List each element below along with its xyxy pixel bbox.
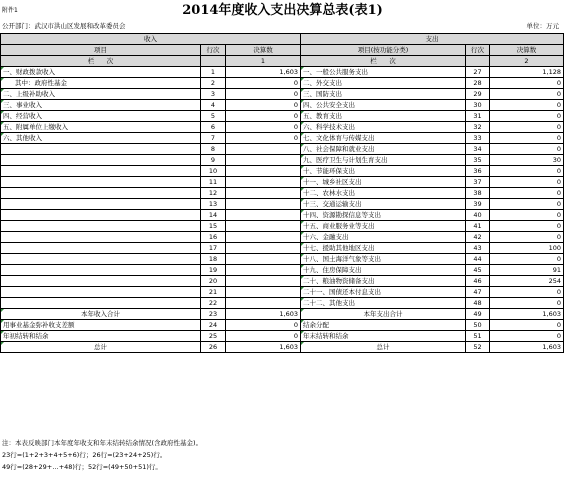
- income-row-no: 9: [201, 155, 226, 166]
- footnote-line: 23行=(1+2+3+4+5+6)行；26行=(23+24+25)行。: [2, 451, 167, 459]
- income-amount: [226, 210, 301, 221]
- income-item-label: [1, 276, 201, 287]
- income-item-label: [1, 265, 201, 276]
- income-row-no: 19: [201, 265, 226, 276]
- section-header-row: [1, 34, 564, 45]
- expense-total-label: 结余分配: [301, 320, 466, 331]
- attachment-label: 附件1: [2, 7, 18, 14]
- income-amount: [226, 166, 301, 177]
- expense-row-no: 38: [466, 188, 490, 199]
- col-index-1: 1: [226, 56, 301, 67]
- income-row-no: 1: [201, 67, 226, 78]
- expense-amount: 0: [490, 298, 564, 309]
- expense-item-label: 九、医疗卫生与计划生育支出: [301, 155, 466, 166]
- expense-amount: 0: [490, 188, 564, 199]
- col-index-empty: [466, 56, 490, 67]
- col-index-empty: [201, 56, 226, 67]
- expense-item-label: 二、外交支出: [301, 78, 466, 89]
- expense-row-no: 31: [466, 111, 490, 122]
- income-row-no: 10: [201, 166, 226, 177]
- income-row-no: 11: [201, 177, 226, 188]
- expense-row-no: 28: [466, 78, 490, 89]
- expense-amount: 0: [490, 254, 564, 265]
- expense-row-no: 36: [466, 166, 490, 177]
- amount-header: 决算数: [490, 45, 564, 56]
- table-row: [1, 144, 564, 155]
- expense-item-label: 十三、交通运输支出: [301, 199, 466, 210]
- expense-amount: 0: [490, 287, 564, 298]
- income-amount: [226, 177, 301, 188]
- amount-header: 决算数: [226, 45, 301, 56]
- income-item-label: [1, 243, 201, 254]
- expense-item-label: 十七、援助其他地区支出: [301, 243, 466, 254]
- expense-amount: 0: [490, 210, 564, 221]
- row-no-header: 行次: [466, 45, 490, 56]
- expense-row-no: 32: [466, 122, 490, 133]
- income-item-label: [1, 144, 201, 155]
- footnotes: [2, 437, 202, 473]
- expense-amount: 0: [490, 78, 564, 89]
- total-row: [1, 309, 564, 320]
- income-total-label: 用事业基金弥补收支差额: [1, 320, 201, 331]
- item-header: 项目: [1, 45, 201, 56]
- income-amount: [226, 298, 301, 309]
- expense-amount: 1,128: [490, 67, 564, 78]
- income-amount: 0: [226, 133, 301, 144]
- income-amount: 0: [226, 100, 301, 111]
- expense-amount: 30: [490, 155, 564, 166]
- expense-item-label: 七、文化体育与传媒支出: [301, 133, 466, 144]
- income-total-amount: 0: [226, 320, 301, 331]
- income-amount: [226, 254, 301, 265]
- income-item-label: 一、财政拨款收入: [1, 67, 201, 78]
- income-total-label: 总计: [1, 342, 201, 353]
- expense-total-label: 年末结转和结余: [301, 331, 466, 342]
- col-index-label: 栏 次: [301, 56, 466, 67]
- income-row-no: 18: [201, 254, 226, 265]
- expense-amount: 0: [490, 122, 564, 133]
- table-row: [1, 166, 564, 177]
- income-row-no: 8: [201, 144, 226, 155]
- table-row: [1, 78, 564, 89]
- expense-row-no: 43: [466, 243, 490, 254]
- income-item-label: 六、其他收入: [1, 133, 201, 144]
- income-amount: [226, 276, 301, 287]
- table-row: [1, 298, 564, 309]
- expense-row-no: 45: [466, 265, 490, 276]
- table-row: [1, 254, 564, 265]
- table-row: [1, 67, 564, 78]
- table-row: [1, 111, 564, 122]
- expense-amount: 0: [490, 144, 564, 155]
- column-index-row: [1, 56, 564, 67]
- footnote-line: 注：本表反映部门本年度年收支和年末结转结余情况(含政府性基金)。: [2, 439, 203, 447]
- table-row: [1, 122, 564, 133]
- department-label: 公开部门：武汉市洪山区发展和改革委员会: [2, 22, 126, 30]
- income-row-no: 16: [201, 232, 226, 243]
- income-item-label: [1, 199, 201, 210]
- table-row: [1, 199, 564, 210]
- table-row: [1, 243, 564, 254]
- income-item-label: 二、上级补助收入: [1, 89, 201, 100]
- income-item-label: [1, 287, 201, 298]
- expense-item-label: 十、节能环保支出: [301, 166, 466, 177]
- expense-row-no: 48: [466, 298, 490, 309]
- expense-total-label: 本年支出合计: [301, 309, 466, 320]
- table-row: [1, 133, 564, 144]
- expense-amount: 0: [490, 133, 564, 144]
- expense-row-no: 50: [466, 320, 490, 331]
- income-item-label: [1, 298, 201, 309]
- expense-row-no: 44: [466, 254, 490, 265]
- income-amount: [226, 287, 301, 298]
- footnote-line: 49行=(28+29+…+48)行；52行=(49+50+51)行。: [2, 463, 162, 471]
- expense-amount: 0: [490, 221, 564, 232]
- income-row-no: 13: [201, 199, 226, 210]
- table-row: [1, 276, 564, 287]
- report-title: 2014年度收入支出决算总表(表1): [182, 3, 383, 18]
- expense-amount: 0: [490, 199, 564, 210]
- income-amount: [226, 221, 301, 232]
- expense-row-no: 46: [466, 276, 490, 287]
- expense-row-no: 49: [466, 309, 490, 320]
- income-item-label: [1, 188, 201, 199]
- income-row-no: 20: [201, 276, 226, 287]
- income-total-label: 本年收入合计: [1, 309, 201, 320]
- income-amount: 1,603: [226, 67, 301, 78]
- income-row-no: 14: [201, 210, 226, 221]
- expense-row-no: 30: [466, 100, 490, 111]
- expense-row-no: 40: [466, 210, 490, 221]
- expense-item-label: 六、科学技术支出: [301, 122, 466, 133]
- income-row-no: 25: [201, 331, 226, 342]
- income-row-no: 2: [201, 78, 226, 89]
- table-row: [1, 155, 564, 166]
- expense-item-label: 二十二、其他支出: [301, 298, 466, 309]
- expense-item-label: 十四、资源勘探信息等支出: [301, 210, 466, 221]
- table-row: [1, 232, 564, 243]
- income-amount: [226, 232, 301, 243]
- income-item-label: 四、经营收入: [1, 111, 201, 122]
- income-item-label: [1, 210, 201, 221]
- income-row-no: 21: [201, 287, 226, 298]
- income-row-no: 12: [201, 188, 226, 199]
- income-item-label: [1, 221, 201, 232]
- income-total-amount: 0: [226, 331, 301, 342]
- income-row-no: 7: [201, 133, 226, 144]
- table-row: [1, 265, 564, 276]
- row-no-header: 行次: [201, 45, 226, 56]
- income-row-no: 6: [201, 122, 226, 133]
- column-header-row: [1, 45, 564, 56]
- expense-item-label: 二十、粮油物资储备支出: [301, 276, 466, 287]
- income-amount: [226, 199, 301, 210]
- expense-amount: 91: [490, 265, 564, 276]
- expense-item-label: 三、国防支出: [301, 89, 466, 100]
- table-row: [1, 210, 564, 221]
- col-index-label: 栏 次: [1, 56, 201, 67]
- income-amount: 0: [226, 89, 301, 100]
- income-amount: 0: [226, 111, 301, 122]
- expense-item-label: 十一、城乡社区支出: [301, 177, 466, 188]
- expense-item-label: 四、公共安全支出: [301, 100, 466, 111]
- expense-row-no: 41: [466, 221, 490, 232]
- expense-item-label: 十八、国土海洋气象等支出: [301, 254, 466, 265]
- expense-row-no: 39: [466, 199, 490, 210]
- table-row: [1, 221, 564, 232]
- unit-label: 单位：万元: [526, 22, 559, 30]
- income-row-no: 3: [201, 89, 226, 100]
- income-row-no: 23: [201, 309, 226, 320]
- income-amount: 0: [226, 78, 301, 89]
- table-row: [1, 89, 564, 100]
- expense-item-label: 八、社会保障和就业支出: [301, 144, 466, 155]
- expense-total-label: 总计: [301, 342, 466, 353]
- income-row-no: 24: [201, 320, 226, 331]
- income-amount: [226, 155, 301, 166]
- expense-row-no: 42: [466, 232, 490, 243]
- income-row-no: 26: [201, 342, 226, 353]
- income-row-no: 5: [201, 111, 226, 122]
- expense-amount: 0: [490, 89, 564, 100]
- expense-header: 支出: [301, 34, 564, 45]
- expense-total-amount: 1,603: [490, 342, 564, 353]
- income-item-label: 五、附属单位上缴收入: [1, 122, 201, 133]
- total-row: [1, 342, 564, 353]
- income-item-label: [1, 254, 201, 265]
- expense-row-no: 35: [466, 155, 490, 166]
- income-amount: [226, 188, 301, 199]
- table-row: [1, 188, 564, 199]
- expense-amount: 0: [490, 100, 564, 111]
- income-item-label: [1, 232, 201, 243]
- expense-amount: 100: [490, 243, 564, 254]
- income-total-amount: 1,603: [226, 342, 301, 353]
- expense-amount: 0: [490, 166, 564, 177]
- income-item-label: [1, 155, 201, 166]
- income-amount: [226, 144, 301, 155]
- expense-amount: 0: [490, 111, 564, 122]
- table-row: [1, 177, 564, 188]
- expense-amount: 0: [490, 177, 564, 188]
- income-row-no: 17: [201, 243, 226, 254]
- income-amount: [226, 265, 301, 276]
- col-index-2: 2: [490, 56, 564, 67]
- expense-total-amount: 0: [490, 320, 564, 331]
- total-row: [1, 320, 564, 331]
- expense-total-amount: 1,603: [490, 309, 564, 320]
- income-item-label: 三、事业收入: [1, 100, 201, 111]
- expense-row-no: 33: [466, 133, 490, 144]
- expense-item-label: 十九、住房保障支出: [301, 265, 466, 276]
- income-header: 收入: [1, 34, 301, 45]
- income-row-no: 15: [201, 221, 226, 232]
- expense-amount: 0: [490, 232, 564, 243]
- budget-table: [0, 33, 564, 353]
- expense-item-label: 十六、金融支出: [301, 232, 466, 243]
- expense-row-no: 52: [466, 342, 490, 353]
- income-row-no: 22: [201, 298, 226, 309]
- expense-row-no: 34: [466, 144, 490, 155]
- expense-item-label: 十五、商业服务业等支出: [301, 221, 466, 232]
- expense-item-label: 十二、农林水支出: [301, 188, 466, 199]
- expense-total-amount: 0: [490, 331, 564, 342]
- expense-row-no: 27: [466, 67, 490, 78]
- table-row: [1, 287, 564, 298]
- expense-row-no: 29: [466, 89, 490, 100]
- expense-row-no: 37: [466, 177, 490, 188]
- income-item-label: [1, 177, 201, 188]
- income-row-no: 4: [201, 100, 226, 111]
- total-row: [1, 331, 564, 342]
- expense-amount: 254: [490, 276, 564, 287]
- income-total-amount: 1,603: [226, 309, 301, 320]
- expense-item-label: 一、一般公共服务支出: [301, 67, 466, 78]
- income-item-label: 其中：政府性基金: [1, 78, 201, 89]
- income-item-label: [1, 166, 201, 177]
- table-row: [1, 100, 564, 111]
- expense-item-label: 二十一、国债还本付息支出: [301, 287, 466, 298]
- item-expense-header: 项目(按功能分类): [301, 45, 466, 56]
- expense-row-no: 51: [466, 331, 490, 342]
- income-total-label: 年初结转和结余: [1, 331, 201, 342]
- expense-row-no: 47: [466, 287, 490, 298]
- income-amount: 0: [226, 122, 301, 133]
- expense-item-label: 五、教育支出: [301, 111, 466, 122]
- income-amount: [226, 243, 301, 254]
